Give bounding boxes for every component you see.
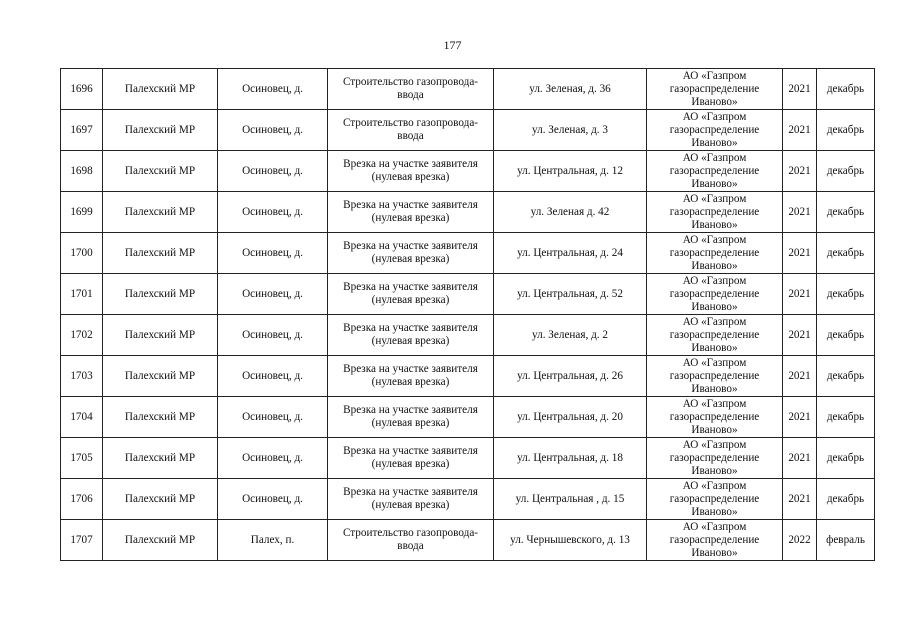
work-type-cell: Строительство газопровода-ввода (328, 520, 494, 561)
table-body (61, 69, 875, 561)
district-cell: Палехский МР (103, 151, 218, 192)
district-cell: Палехский МР (103, 192, 218, 233)
organization-cell: АО «Газпром газораспределение Иваново» (647, 192, 783, 233)
year-cell: 2021 (783, 397, 817, 438)
month-cell: февраль (817, 520, 875, 561)
row-number-cell: 1700 (61, 233, 103, 274)
row-number-cell: 1702 (61, 315, 103, 356)
settlement-cell: Осиновец, д. (218, 151, 328, 192)
table-row (61, 520, 875, 561)
district-cell: Палехский МР (103, 110, 218, 151)
year-cell: 2021 (783, 315, 817, 356)
address-cell: ул. Чернышевского, д. 13 (494, 520, 647, 561)
settlement-cell: Осиновец, д. (218, 479, 328, 520)
address-cell: ул. Центральная, д. 12 (494, 151, 647, 192)
row-number-cell: 1704 (61, 397, 103, 438)
table-row (61, 397, 875, 438)
table-row (61, 356, 875, 397)
month-cell: декабрь (817, 397, 875, 438)
organization-cell: АО «Газпром газораспределение Иваново» (647, 520, 783, 561)
organization-cell: АО «Газпром газораспределение Иваново» (647, 397, 783, 438)
address-cell: ул. Зеленая д. 42 (494, 192, 647, 233)
settlement-cell: Осиновец, д. (218, 274, 328, 315)
work-type-cell: Строительство газопровода-ввода (328, 110, 494, 151)
settlement-cell: Палех, п. (218, 520, 328, 561)
settlement-cell: Осиновец, д. (218, 356, 328, 397)
table-row (61, 274, 875, 315)
address-cell: ул. Центральная, д. 18 (494, 438, 647, 479)
address-cell: ул. Зеленая, д. 36 (494, 69, 647, 110)
row-number-cell: 1701 (61, 274, 103, 315)
district-cell: Палехский МР (103, 233, 218, 274)
address-cell: ул. Центральная, д. 20 (494, 397, 647, 438)
year-cell: 2021 (783, 356, 817, 397)
row-number-cell: 1698 (61, 151, 103, 192)
year-cell: 2021 (783, 438, 817, 479)
district-cell: Палехский МР (103, 356, 218, 397)
district-cell: Палехский МР (103, 520, 218, 561)
address-cell: ул. Центральная, д. 52 (494, 274, 647, 315)
year-cell: 2021 (783, 233, 817, 274)
month-cell: декабрь (817, 479, 875, 520)
settlement-cell: Осиновец, д. (218, 233, 328, 274)
settlement-cell: Осиновец, д. (218, 438, 328, 479)
table-row (61, 110, 875, 151)
organization-cell: АО «Газпром газораспределение Иваново» (647, 69, 783, 110)
row-number-cell: 1699 (61, 192, 103, 233)
district-cell: Палехский МР (103, 315, 218, 356)
address-cell: ул. Центральная, д. 26 (494, 356, 647, 397)
table-row (61, 479, 875, 520)
district-cell: Палехский МР (103, 397, 218, 438)
row-number-cell: 1697 (61, 110, 103, 151)
address-cell: ул. Зеленая, д. 2 (494, 315, 647, 356)
work-type-cell: Врезка на участке заявителя (нулевая врезка) (328, 479, 494, 520)
table-row (61, 151, 875, 192)
settlement-cell: Осиновец, д. (218, 110, 328, 151)
district-cell: Палехский МР (103, 438, 218, 479)
district-cell: Палехский МР (103, 69, 218, 110)
settlement-cell: Осиновец, д. (218, 192, 328, 233)
table-row (61, 69, 875, 110)
table-row (61, 315, 875, 356)
district-cell: Палехский МР (103, 274, 218, 315)
table-row (61, 438, 875, 479)
address-cell: ул. Зеленая, д. 3 (494, 110, 647, 151)
year-cell: 2022 (783, 520, 817, 561)
row-number-cell: 1706 (61, 479, 103, 520)
year-cell: 2021 (783, 274, 817, 315)
year-cell: 2021 (783, 479, 817, 520)
work-type-cell: Строительство газопровода-ввода (328, 69, 494, 110)
gasification-table (60, 68, 875, 561)
organization-cell: АО «Газпром газораспределение Иваново» (647, 438, 783, 479)
address-cell: ул. Центральная, д. 24 (494, 233, 647, 274)
organization-cell: АО «Газпром газораспределение Иваново» (647, 315, 783, 356)
work-type-cell: Врезка на участке заявителя (нулевая врезка) (328, 315, 494, 356)
work-type-cell: Врезка на участке заявителя (нулевая врезка) (328, 438, 494, 479)
settlement-cell: Осиновец, д. (218, 69, 328, 110)
work-type-cell: Врезка на участке заявителя (нулевая врезка) (328, 356, 494, 397)
month-cell: декабрь (817, 274, 875, 315)
month-cell: декабрь (817, 110, 875, 151)
organization-cell: АО «Газпром газораспределение Иваново» (647, 274, 783, 315)
year-cell: 2021 (783, 69, 817, 110)
row-number-cell: 1705 (61, 438, 103, 479)
work-type-cell: Врезка на участке заявителя (нулевая врезка) (328, 151, 494, 192)
settlement-cell: Осиновец, д. (218, 397, 328, 438)
organization-cell: АО «Газпром газораспределение Иваново» (647, 110, 783, 151)
organization-cell: АО «Газпром газораспределение Иваново» (647, 151, 783, 192)
row-number-cell: 1707 (61, 520, 103, 561)
work-type-cell: Врезка на участке заявителя (нулевая врезка) (328, 274, 494, 315)
organization-cell: АО «Газпром газораспределение Иваново» (647, 479, 783, 520)
row-number-cell: 1703 (61, 356, 103, 397)
month-cell: декабрь (817, 315, 875, 356)
month-cell: декабрь (817, 192, 875, 233)
row-number-cell: 1696 (61, 69, 103, 110)
page-number: 177 (443, 38, 462, 52)
organization-cell: АО «Газпром газораспределение Иваново» (647, 233, 783, 274)
work-type-cell: Врезка на участке заявителя (нулевая врезка) (328, 192, 494, 233)
work-type-cell: Врезка на участке заявителя (нулевая врезка) (328, 397, 494, 438)
month-cell: декабрь (817, 151, 875, 192)
table-row (61, 233, 875, 274)
month-cell: декабрь (817, 356, 875, 397)
settlement-cell: Осиновец, д. (218, 315, 328, 356)
year-cell: 2021 (783, 192, 817, 233)
year-cell: 2021 (783, 110, 817, 151)
month-cell: декабрь (817, 233, 875, 274)
month-cell: декабрь (817, 69, 875, 110)
work-type-cell: Врезка на участке заявителя (нулевая врезка) (328, 233, 494, 274)
address-cell: ул. Центральная , д. 15 (494, 479, 647, 520)
district-cell: Палехский МР (103, 479, 218, 520)
year-cell: 2021 (783, 151, 817, 192)
table-row (61, 192, 875, 233)
organization-cell: АО «Газпром газораспределение Иваново» (647, 356, 783, 397)
month-cell: декабрь (817, 438, 875, 479)
